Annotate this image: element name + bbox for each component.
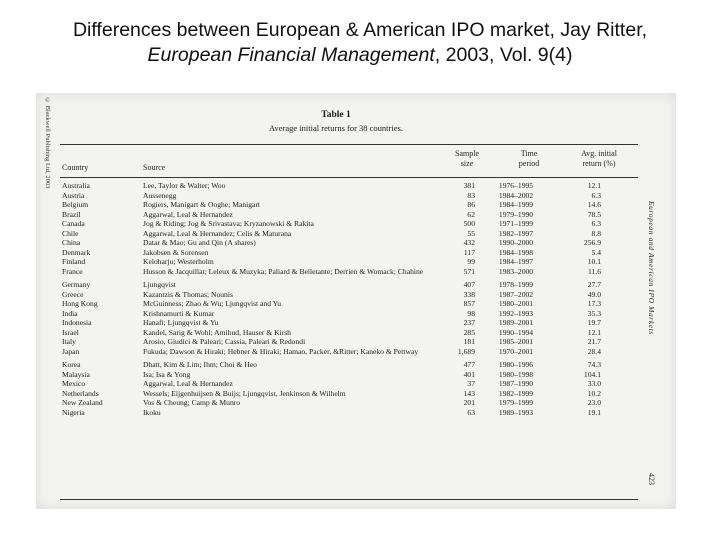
table-bottom-rule [60, 499, 638, 500]
cell-country: Korea [62, 360, 81, 369]
cell-source: Kazantzis & Thomas; Nounis [143, 289, 233, 299]
cell-sample-size: 201 [463, 398, 475, 407]
table-row [62, 290, 638, 300]
cell-country: Finland [62, 257, 86, 266]
table-row [62, 238, 638, 248]
table-top-rule [60, 144, 638, 145]
table-row [62, 257, 638, 267]
cell-country: Chile [62, 228, 79, 238]
cell-sample-size: 857 [463, 299, 475, 308]
header-country: Country [62, 163, 89, 172]
cell-time-period: 1989–2001 [498, 318, 534, 327]
header-avg-return-line1: Avg. initial [581, 149, 617, 158]
journal-name: European Financial Management [147, 44, 435, 66]
cell-country: Brazil [62, 209, 81, 219]
cell-country: Germany [62, 280, 91, 289]
cell-source: Keloharju; Westerholm [143, 257, 214, 266]
header-time-period-line1: Time [520, 149, 538, 158]
cell-source: Aggarwal, Leal & Hernandez; Celis & Maturana [143, 228, 292, 238]
cell-avg-return: 17.3 [587, 299, 601, 308]
cell-sample-size: 285 [463, 327, 475, 337]
table-title: Table 1 [321, 110, 351, 120]
cell-sample-size: 1,689 [457, 346, 475, 356]
cell-source: Aussenegg [143, 190, 177, 200]
cell-country: France [62, 266, 83, 276]
cell-source: Hanafi; Ljungqvist & Yu [143, 318, 219, 327]
cell-source: Aggarwal, Leal & Hernandez [143, 209, 233, 219]
cell-country: Malaysia [62, 369, 90, 379]
cell-time-period: 1978–1999 [498, 280, 534, 289]
cell-country: China [62, 238, 81, 247]
cell-avg-return: 12.1 [587, 181, 601, 190]
cell-source: Ljungqvist [143, 280, 176, 289]
table-row [62, 219, 638, 229]
cell-avg-return: 10.2 [587, 388, 601, 398]
header-sample-size-line1: Sample [455, 149, 479, 158]
cell-time-period: 1982–1999 [498, 388, 534, 398]
cell-avg-return: 14.6 [587, 200, 601, 209]
cell-source: Vos & Cheung; Camp & Munro [143, 398, 241, 407]
cell-sample-size: 143 [463, 388, 475, 398]
cell-source: Datar & Mao; Gu and Qin (A shares) [143, 238, 256, 247]
cell-time-period: 1987–2002 [498, 289, 534, 299]
table-row [62, 360, 638, 370]
cell-source: Wessels; Eijgenhuijsen & Buijs; Ljungqvist, Jenkinson & Wilhelm [143, 388, 346, 398]
cell-source: Kandel, Sarig & Wohl; Amihud, Hauser & Kirsh [143, 327, 291, 337]
cell-avg-return: 8.8 [591, 228, 601, 238]
cell-sample-size: 181 [463, 337, 475, 346]
cell-time-period: 1980–1996 [498, 360, 534, 369]
cell-time-period: 1980–2001 [498, 299, 534, 308]
table-row [62, 248, 638, 258]
table-row [62, 280, 638, 290]
cell-time-period: 1984–2002 [498, 190, 534, 200]
cell-time-period: 1984–1999 [498, 200, 534, 209]
cell-avg-return: 6.3 [591, 219, 601, 228]
cell-avg-return: 35.3 [587, 308, 601, 318]
cell-time-period: 1984–1997 [498, 257, 534, 266]
table-row [62, 318, 638, 328]
cell-source: Jog & Riding; Jog & Srivastava; Kryzanowski & Rakita [143, 219, 314, 228]
table-row [62, 379, 638, 389]
cell-time-period: 1970–2001 [498, 346, 534, 356]
cell-country: India [62, 308, 78, 318]
page-number: 423 [647, 473, 656, 485]
cell-time-period: 1971–1999 [498, 219, 534, 228]
header-bottom-rule [60, 177, 638, 178]
cell-source: Arosio, Giudici & Paleari; Cassia, Paleari & Redondi [143, 337, 306, 346]
cell-sample-size: 99 [467, 257, 475, 266]
cell-sample-size: 401 [463, 369, 475, 379]
cell-avg-return: 78.5 [587, 209, 601, 219]
cell-time-period: 1990–2000 [498, 238, 534, 247]
slide-title [0, 18, 720, 68]
cell-time-period: 1976–1995 [498, 181, 534, 190]
cell-sample-size: 86 [467, 200, 475, 209]
table-row [62, 267, 638, 277]
cell-avg-return: 33.0 [587, 379, 601, 388]
cell-sample-size: 63 [467, 407, 475, 417]
header-time-period [506, 149, 552, 168]
cell-avg-return: 19.1 [587, 407, 601, 417]
header-sample-size-line2: size [460, 158, 474, 168]
cell-country: New Zealand [62, 398, 103, 407]
cell-country: Austria [62, 190, 85, 200]
table-row [62, 328, 638, 338]
cell-sample-size: 500 [463, 219, 475, 228]
cell-country: Mexico [62, 379, 86, 388]
table-body [62, 181, 638, 417]
table-row [62, 408, 638, 418]
table-row [62, 229, 638, 239]
cell-time-period: 1987–1990 [498, 379, 534, 388]
cell-avg-return: 11.6 [587, 266, 601, 276]
table-caption: Average initial returns for 38 countries. [269, 123, 403, 133]
cell-country: Indonesia [62, 318, 92, 327]
cell-avg-return: 23.0 [587, 398, 601, 407]
cell-avg-return: 21.7 [587, 337, 601, 346]
cell-source: Jakobsen & Sorensen [143, 247, 209, 257]
cell-sample-size: 62 [467, 209, 475, 219]
cell-sample-size: 83 [467, 190, 475, 200]
cell-avg-return: 28.4 [587, 346, 601, 356]
cell-source: Husson & Jacquillat; Leleux & Muzyka; Paliard & Belletante; Derrien & Womack; Chahine [143, 266, 424, 276]
cell-source: Rogiers, Manigart & Ooghe; Manigart [143, 200, 261, 209]
copyright-margin-text: © Blackwell Publishing Ltd, 2003 [44, 97, 51, 189]
table-row [62, 347, 638, 357]
table-row [62, 210, 638, 220]
header-time-period-line2: period [518, 158, 540, 168]
table-row [62, 398, 638, 408]
cell-avg-return: 5.4 [591, 247, 601, 257]
header-avg-return-line2: return (%) [582, 158, 616, 168]
cell-time-period: 1982–1997 [498, 228, 534, 238]
cell-avg-return: 74.3 [587, 360, 601, 369]
header-avg-return [571, 149, 627, 168]
cell-source: Krishnamurti & Kumar [143, 308, 215, 318]
cell-country: Nigeria [62, 407, 85, 417]
cell-time-period: 1989–1993 [498, 407, 534, 417]
cell-sample-size: 117 [463, 247, 475, 257]
cell-time-period: 1992–1993 [498, 308, 534, 318]
cell-time-period: 1983–2000 [498, 266, 534, 276]
cell-country: Italy [62, 337, 76, 346]
cell-source: McGuinness; Zhao & Wu; Ljungqvist and Yu [143, 299, 282, 308]
cell-avg-return: 256.9 [583, 238, 601, 247]
slide-title-line1: Differences between European & American IPO market, Jay Ritter, [72, 19, 648, 41]
cell-time-period: 1984–1998 [498, 247, 534, 257]
cell-country: Canada [62, 219, 85, 228]
table-row [62, 337, 638, 347]
cell-country: Greece [62, 289, 84, 299]
cell-avg-return: 6.3 [591, 190, 601, 200]
cell-avg-return: 19.7 [587, 318, 601, 327]
cell-sample-size: 432 [463, 238, 475, 247]
table-row [62, 309, 638, 319]
cell-country: Australia [62, 181, 90, 190]
cell-country: Israel [62, 327, 79, 337]
cell-country: Denmark [62, 247, 91, 257]
slide-title-line2 [0, 43, 720, 68]
table-row [62, 370, 638, 380]
cell-country: Hong Kong [62, 299, 98, 308]
cell-sample-size: 571 [463, 266, 475, 276]
cell-time-period: 1980–1998 [498, 369, 534, 379]
table-row [62, 389, 638, 399]
cell-sample-size: 381 [463, 181, 475, 190]
table-row [62, 200, 638, 210]
cell-avg-return: 104.1 [583, 369, 601, 379]
table-row [62, 299, 638, 309]
running-header-margin: European and American IPO Markets [647, 201, 656, 335]
table-row [62, 191, 638, 201]
cell-source: Fukuda; Dawson & Hiraki; Hebner & Hiraki; Hamao, Packer, &Ritter; Kaneko & Pettway [143, 346, 419, 356]
cell-country: Japan [62, 346, 80, 356]
header-sample-size [444, 149, 490, 168]
cell-source: Dhatt, Kim & Lim; Ihm; Choi & Heo [143, 360, 257, 369]
cell-sample-size: 407 [463, 280, 475, 289]
cell-time-period: 1979–1999 [498, 398, 534, 407]
cell-avg-return: 12.1 [587, 327, 601, 337]
scanned-table-page [36, 93, 676, 509]
header-source: Source [143, 163, 166, 172]
cell-avg-return: 27.7 [587, 280, 601, 289]
cell-time-period: 1990–1994 [498, 327, 534, 337]
cell-sample-size: 477 [463, 360, 475, 369]
cell-avg-return: 10.1 [587, 257, 601, 266]
cell-avg-return: 49.0 [587, 289, 601, 299]
cell-source: Aggarwal, Leal & Hernandez [143, 379, 233, 388]
cell-sample-size: 98 [467, 308, 475, 318]
cell-country: Belgium [62, 200, 89, 209]
cell-sample-size: 237 [463, 318, 475, 327]
cell-source: Lee, Taylor & Walter; Woo [143, 181, 226, 190]
cell-time-period: 1985–2001 [498, 337, 534, 346]
cell-sample-size: 338 [463, 289, 475, 299]
cell-sample-size: 55 [467, 228, 475, 238]
journal-details: , 2003, Vol. 9(4) [434, 44, 573, 66]
cell-source: Ikoku [143, 407, 161, 417]
cell-time-period: 1979–1990 [498, 209, 534, 219]
cell-country: Netherlands [62, 388, 99, 398]
cell-source: Isa; Isa & Yong [143, 369, 191, 379]
table-row [62, 181, 638, 191]
cell-sample-size: 37 [467, 379, 475, 388]
